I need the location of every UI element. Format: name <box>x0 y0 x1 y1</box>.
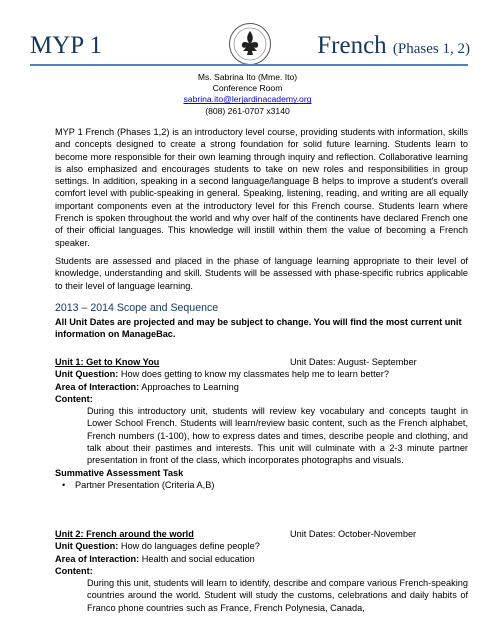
aoi-text: Health and social education <box>141 553 255 564</box>
unit-1-content-label: Content: <box>55 393 93 404</box>
bullet-icon: • <box>62 479 66 490</box>
unit-2-question <box>55 540 468 552</box>
teacher-room: Conference Room <box>212 83 283 94</box>
intro-paragraph-2: Students are assessed and placed in the phase of language learning appropriate to their level of knowledge, understanding and skill. Students will be assessed with phase-specific rubrics applicable to their level of language learning. <box>55 255 468 291</box>
fleur-de-lis-seal-icon <box>228 22 272 66</box>
teacher-email-link[interactable]: sabrina.ito@lerjardinacademy.org <box>183 94 312 105</box>
unit-2-content: During this unit, students will learn to identify, describe and compare various French-speaking countries around the world. Student will study the customs, celebrations and daily habits of Franco phone countries such as France, French Polynesia, Canada, <box>87 578 468 613</box>
unit-1-title: Unit 1: Get to Know You <box>55 357 160 367</box>
scope-sequence-note: All Unit Dates are projected and may be subject to change. You will find the most current unit information on ManageBac. <box>55 317 462 339</box>
scope-sequence-heading: 2013 – 2014 Scope and Sequence <box>55 302 219 314</box>
course-description <box>55 126 468 298</box>
unit-1-dates: Unit Dates: August- September <box>290 357 417 367</box>
unit-question-label: Unit Question: <box>55 541 119 552</box>
aoi-label: Area of Interaction: <box>55 553 140 564</box>
unit-2-content-label: Content: <box>55 565 93 576</box>
header-subject: French <box>317 32 387 59</box>
unit-1-assessment-label: Summative Assessment Task <box>55 467 184 478</box>
unit-1-content: During this introductory unit, students will review key vocabulary and concepts taught in Lower School French. Students will learn/review basic content, such as the French alphabet, French numbers (1-100), how to express dates and times, describe people and clothing, and talk about their pastimes and interests. This unit will culminate with a 2-3 minute partner presentation in front of the class, which incorporates photographs and visuals. <box>87 406 468 466</box>
teacher-phone: (808) 261-0707 x3140 <box>205 105 290 116</box>
header-divider <box>30 64 468 66</box>
unit-2-dates: Unit Dates: October-November <box>290 529 417 539</box>
unit-1-section <box>55 356 468 491</box>
intro-paragraph-1: MYP 1 French (Phases 1,2) is an introductory level course, providing students with information, skills and concepts designed to create a strong foundation for solid future learning. Students learn to become more responsible for their own learning through inquiry and reflection. Collaborative learning is also emphasized and encourages students to take on new roles and responsibilities in group settings. In addition, speaking in a second language/language B helps to improve a student's overall comfort level with public-speaking in general. Speaking, listening, reading, and writing are all equally important components even at the introductory level for this French course. Students learn where French is spoken throughout the world and why over half of the continents have declared French one of their official languages. This knowledge will instill within them the value of becoming a French speaker. <box>55 127 468 248</box>
assessment-item-text: Partner Presentation (Criteria A,B) <box>75 479 215 490</box>
unit-question-label: Unit Question: <box>55 369 119 380</box>
aoi-label: Area of Interaction: <box>55 381 140 392</box>
aoi-text: Approaches to Learning <box>141 381 239 392</box>
header-subject-title <box>317 32 470 60</box>
header-phases: (Phases 1, 2) <box>392 41 470 57</box>
unit-2-aoi <box>55 553 468 565</box>
teacher-name: Ms. Sabrina Ito (Mme. Ito) <box>197 72 298 82</box>
unit-2-section <box>55 528 468 614</box>
unit-question-text: How do languages define people? <box>120 541 260 552</box>
page-header <box>30 22 470 68</box>
unit-2-title: Unit 2: French around the world <box>55 529 194 539</box>
unit-1-assessment-item <box>55 479 468 491</box>
unit-question-text: How does getting to know my classmates help me to learn better? <box>120 369 389 380</box>
teacher-contact-block <box>0 72 495 117</box>
unit-1-question <box>55 368 468 380</box>
header-course-title: MYP 1 <box>30 32 103 59</box>
unit-1-aoi <box>55 381 468 393</box>
